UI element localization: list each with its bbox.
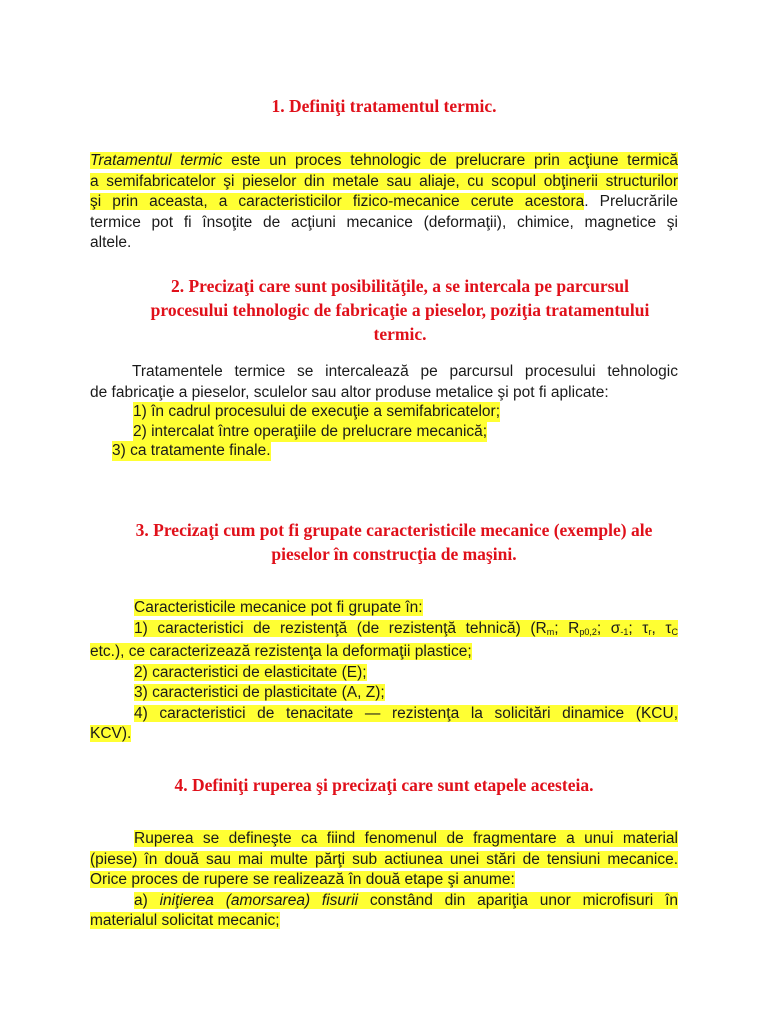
section-4-paragraph: Ruperea se defineşte ca fiind fenomenul de fragmentare a unui material (piese) în două sau mai multe părţi sub actiunea unei stări de tensiuni mecanice. Orice proces de rupere se realizează în două etape şi anume: a) iniţierea (amorsarea) fisurii constând din apariţia unor microfisuri în materialul solicitat mecanic; bbox=[90, 830, 678, 929]
section-4-heading: 4. Definiţi ruperea şi precizaţi care sunt etapele acesteia. bbox=[174, 775, 594, 795]
section-3-heading: 3. Precizaţi cum pot fi grupate caracteristicile mecanice (exemple) ale pieselor în construcţia de maşini. bbox=[135, 520, 653, 564]
section-2-heading: 2. Precizaţi care sunt posibilităţile, a se intercala pe parcursul procesului tehnologic de fabricaţie a pieselor, poziţia tratamentului termic. bbox=[150, 276, 650, 344]
list-item-2: 2) intercalat între operaţiile de prelucrare mecanică; bbox=[133, 423, 488, 440]
term-tratamentul-termic: Tratamentul termic bbox=[90, 152, 223, 169]
list-item-3: 3) ca tratamente finale. bbox=[112, 442, 271, 459]
section-3-paragraph: Caracteristicile mecanice pot fi grupate în: 1) caracteristici de rezistenţă (de rezistenţă tehnică) ($R_m$; $R_{p0,2}$; $\sigma_{-1}$; $\tau_r$, $\tau_C$ etc.), ce caracterizează rezistenţa la deformaţii plastice; 2) caracteristici de elasticitate (E); 3) caracteristici de plasticitate (A, Z); 4) caracteristici de tenacitate — rezistenţa la solicitări dinamice (KCU, KCV). bbox=[90, 599, 678, 742]
section-1-heading: 1. Definiţi tratamentul termic. bbox=[271, 96, 497, 116]
section-1-paragraph: Tratamentul termic este un proces tehnologic de prelucrare prin acţiune termică a semifabricatelor şi pieselor din metale sau aliaje, cu scopul obţinerii structurilor şi prin aceasta, a caracteristicilor fizico-mecanice cerute acestora. Prelucrările termice pot fi însoţite de acţiuni mecanice (deformaţii), chimice, magnetice şi altele. bbox=[90, 152, 679, 251]
section-2-intro: Tratamentele termice se intercalează pe parcursul procesului tehnologic de fabricaţie a pieselor, sculelor sau altor produse metalice şi pot fi aplicate: bbox=[90, 363, 678, 401]
list-item-1: 1) în cadrul procesului de execuţie a semifabricatelor; bbox=[133, 403, 501, 420]
